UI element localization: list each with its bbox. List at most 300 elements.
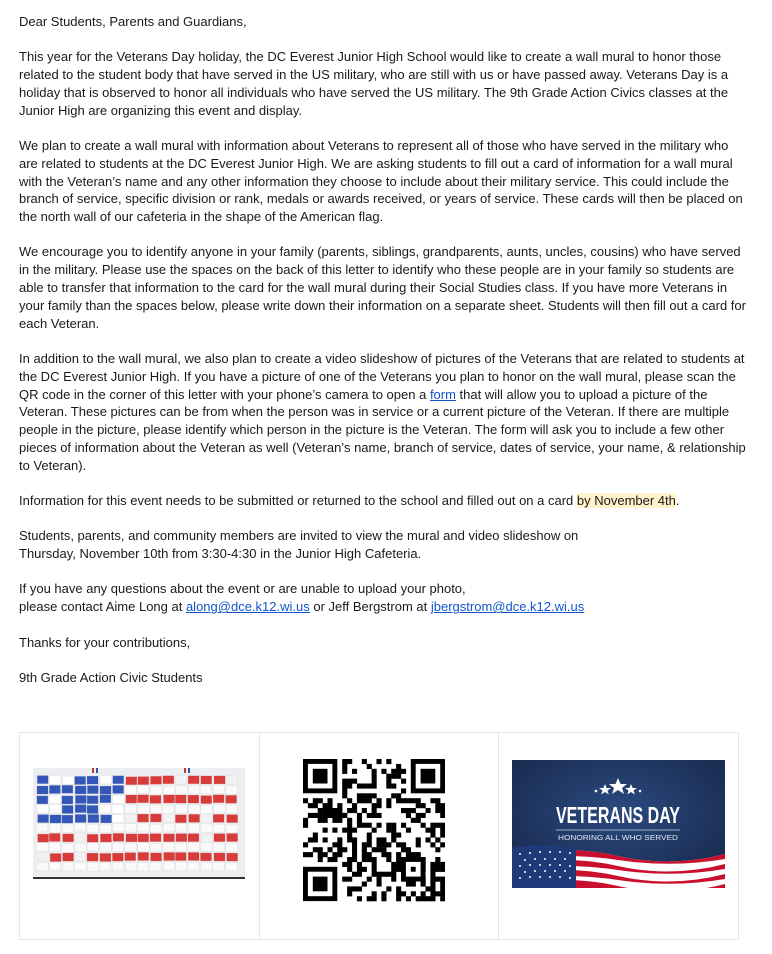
qr-module	[440, 842, 445, 847]
qr-module	[361, 852, 366, 857]
qr-module	[376, 759, 381, 764]
qr-module	[401, 788, 406, 793]
qr-module	[361, 808, 366, 813]
mural-card	[150, 862, 161, 870]
qr-module	[396, 769, 401, 774]
qr-module	[376, 798, 381, 803]
qr-module	[430, 798, 435, 803]
qr-module	[312, 833, 317, 838]
qr-module	[357, 784, 362, 789]
qr-module	[342, 788, 347, 793]
qr-module	[396, 793, 401, 798]
mural-card	[227, 853, 238, 861]
mural-card	[125, 843, 136, 851]
qr-module	[332, 808, 337, 813]
mural-card	[201, 776, 212, 784]
deadline-period: .	[675, 493, 680, 509]
qr-module	[435, 867, 440, 872]
qr-module	[415, 896, 420, 901]
qr-module	[406, 798, 411, 803]
paragraph-deadline	[19, 492, 747, 510]
qr-module	[366, 842, 371, 847]
mural-card	[75, 823, 86, 831]
qr-module	[337, 847, 342, 852]
mural-card	[88, 814, 99, 822]
qr-module	[386, 823, 391, 828]
qr-module	[332, 818, 337, 823]
mural-card	[113, 824, 124, 832]
qr-module	[303, 818, 308, 823]
qr-module	[435, 837, 440, 842]
qr-module	[396, 886, 401, 891]
qr-module	[440, 808, 445, 813]
banner-subtitle: HONORING ALL WHO SERVED	[558, 835, 679, 842]
qr-module	[406, 828, 411, 833]
mural-card	[37, 843, 48, 851]
qr-module	[366, 813, 371, 818]
mural-card	[201, 805, 212, 813]
qr-module	[352, 828, 357, 833]
qr-module	[366, 784, 371, 789]
qr-module	[317, 808, 322, 813]
mural-card	[87, 805, 98, 813]
mural-card	[126, 795, 137, 803]
qr-module	[312, 837, 317, 842]
qr-module	[430, 842, 435, 847]
mural-card	[112, 814, 123, 822]
qr-module	[435, 823, 440, 828]
qr-module	[420, 896, 425, 901]
qr-module	[440, 823, 445, 828]
mural-card	[226, 843, 237, 851]
qr-module	[357, 823, 362, 828]
mural-card	[214, 776, 225, 784]
qr-module	[332, 857, 337, 862]
mural-card	[100, 776, 111, 784]
qr-module	[337, 818, 342, 823]
qr-module	[440, 828, 445, 833]
qr-module	[371, 774, 376, 779]
paragraph-intro: This year for the Veterans Day holiday, the DC Everest Junior High School would like to create a wall mural to honor those related to the student body that have served in the US military, who are still with us or have passed away. Veterans Day is a holiday that is observed to honor all individuals who have served the US military. The 9th Grade Action Civics classes at the Junior High are organizing this event and display.	[19, 49, 729, 118]
qr-module	[430, 862, 435, 867]
mural-card	[137, 795, 148, 803]
qr-module	[396, 896, 401, 901]
mural-card	[75, 833, 86, 841]
mural-card	[63, 862, 74, 870]
qr-module	[312, 769, 327, 784]
qr-module	[420, 882, 425, 887]
mural-card	[113, 833, 124, 841]
mural-card	[150, 824, 161, 832]
mural-card	[87, 776, 98, 784]
qr-module	[420, 891, 425, 896]
qr-module	[357, 798, 362, 803]
qr-module	[347, 877, 352, 882]
mural-card	[50, 862, 61, 870]
qr-module	[347, 823, 352, 828]
qr-module	[317, 818, 322, 823]
qr-module	[322, 828, 327, 833]
mural-card	[137, 814, 148, 822]
qr-module	[440, 882, 445, 887]
qr-module	[303, 823, 308, 828]
mural-card	[138, 834, 149, 842]
qr-module	[322, 852, 327, 857]
mural-card	[100, 853, 111, 861]
mural-card	[226, 805, 237, 813]
mural-card	[87, 853, 98, 861]
qr-module	[347, 798, 352, 803]
qr-module	[406, 847, 411, 852]
qr-module	[312, 847, 317, 852]
qr-module	[386, 779, 391, 784]
qr-module	[327, 798, 332, 803]
qr-module	[396, 891, 401, 896]
mural-card	[137, 785, 148, 793]
qr-module	[347, 808, 352, 813]
qr-module	[401, 808, 406, 813]
mural-card	[213, 824, 224, 832]
qr-module	[371, 813, 376, 818]
qr-module	[376, 803, 381, 808]
qr-module	[347, 862, 352, 867]
flag-mural-photo	[33, 768, 245, 879]
qr-module	[303, 798, 308, 803]
qr-module	[410, 798, 415, 803]
qr-module	[347, 837, 352, 842]
qr-module	[440, 867, 445, 872]
mural-card	[49, 795, 60, 803]
contact-text-b: or Jeff Bergstrom at	[309, 599, 431, 615]
qr-module	[352, 886, 357, 891]
qr-module	[430, 896, 435, 901]
qr-module	[366, 837, 371, 842]
qr-module	[396, 857, 401, 862]
qr-module	[391, 823, 396, 828]
qr-module	[386, 759, 391, 764]
qr-module	[376, 877, 381, 882]
flag-mural-graphic	[33, 768, 245, 879]
mural-card	[62, 785, 73, 793]
qr-module	[406, 808, 411, 813]
qr-module	[352, 808, 357, 813]
qr-module	[332, 813, 337, 818]
mural-card	[100, 862, 111, 870]
mural-card	[188, 795, 199, 803]
qr-module	[381, 872, 386, 877]
qr-module	[347, 784, 352, 789]
qr-module	[322, 808, 327, 813]
mural-card	[75, 843, 86, 851]
qr-module	[401, 769, 406, 774]
mural-card	[188, 834, 199, 842]
mural-card	[37, 786, 48, 794]
mural-card	[164, 852, 175, 860]
mural-card	[37, 863, 48, 871]
qr-module	[327, 803, 332, 808]
qr-module	[371, 779, 376, 784]
qr-module	[357, 793, 362, 798]
paragraph-mural-plan: We plan to create a wall mural with information about Veterans to represent all of those who have served in the military who are related to students at the DC Everest Junior High. We are asking students to fill out a card of information for a wall mural with the Veteran’s name and any other information they choose to include about their military service. This could include the branch of service, specific division or rank, medals or awards received, or years of service. These cards will then be placed on the north wall of our cafeteria in the shape of the American flag.	[19, 137, 743, 225]
mural-card	[75, 862, 86, 870]
mural-card	[176, 862, 187, 870]
mural-card	[163, 814, 174, 822]
qr-module	[440, 877, 445, 882]
mural-card	[112, 853, 123, 861]
mural-card	[75, 805, 86, 813]
qr-module	[410, 882, 415, 887]
qr-module	[357, 896, 362, 901]
qr-module	[401, 891, 406, 896]
paragraph-contact	[19, 580, 747, 616]
qr-module	[357, 886, 362, 891]
mural-card	[176, 834, 187, 842]
qr-module	[415, 842, 420, 847]
qr-module	[361, 842, 366, 847]
slideshow-text-b: that will allow you to upload a picture of the Veteran. These pictures can be from when the person was in service or a current picture of the Veteran. If there are multiple people in the picture, please identify which person in the picture is the Veteran. The form will ask you to include a few other pieces of information about the Veteran as well (Veteran’s name, branch of service, dates of service, your name, & relationship to Veteran).	[19, 386, 746, 473]
qr-code-graphic	[303, 747, 445, 921]
qr-module	[396, 774, 401, 779]
qr-module	[337, 852, 342, 857]
qr-module	[376, 882, 381, 887]
qr-module	[391, 774, 396, 779]
qr-module	[396, 852, 401, 857]
mural-card	[213, 843, 224, 851]
qr-module	[347, 867, 352, 872]
mural-card	[37, 796, 48, 804]
mural-card	[214, 805, 225, 813]
deadline-date: by November 4th	[576, 493, 676, 509]
mural-card	[201, 834, 212, 842]
mural-card	[37, 776, 48, 784]
mural-card	[188, 824, 199, 832]
mural-card	[49, 785, 60, 793]
qr-module	[361, 882, 366, 887]
mural-card	[100, 795, 111, 803]
qr-module	[415, 837, 420, 842]
qr-module	[337, 803, 342, 808]
qr-module	[312, 798, 317, 803]
mural-card	[125, 805, 136, 813]
qr-module	[327, 847, 332, 852]
qr-module	[312, 813, 317, 818]
mural-card	[63, 853, 74, 861]
qr-module	[357, 818, 362, 823]
mural-card	[188, 852, 199, 860]
qr-module	[440, 803, 445, 808]
qr-module	[381, 852, 386, 857]
qr-module	[371, 891, 376, 896]
qr-module	[381, 769, 386, 774]
qr-module	[322, 837, 327, 842]
qr-module	[430, 877, 435, 882]
qr-module	[376, 837, 381, 842]
qr-module	[391, 828, 396, 833]
qr-module	[391, 862, 396, 867]
qr-module	[322, 818, 327, 823]
mural-card	[38, 834, 49, 842]
mural-card	[227, 833, 238, 841]
mural-card	[87, 834, 98, 842]
greeting: Dear Students, Parents and Guardians,	[19, 14, 247, 29]
mural-card	[87, 786, 98, 794]
mural-card	[37, 824, 48, 832]
mural-card	[138, 777, 149, 785]
qr-module	[332, 828, 337, 833]
mural-card	[38, 815, 49, 823]
mural-card	[176, 824, 187, 832]
qr-module	[420, 769, 435, 784]
qr-module	[430, 833, 435, 838]
qr-module	[352, 847, 357, 852]
qr-module	[396, 867, 401, 872]
qr-module	[347, 779, 352, 784]
qr-module	[396, 833, 401, 838]
qr-module	[352, 837, 357, 842]
qr-module	[435, 798, 440, 803]
mural-card	[113, 795, 124, 803]
mural-card	[87, 863, 98, 871]
qr-module	[410, 867, 415, 872]
email-link-jbergstrom[interactable]: jbergstrom@dce.k12.wi.us	[430, 599, 585, 615]
image-table	[19, 732, 739, 940]
qr-module	[347, 833, 352, 838]
mural-card	[226, 863, 237, 871]
qr-module	[430, 882, 435, 887]
form-link[interactable]: form	[429, 386, 456, 402]
qr-module	[342, 828, 347, 833]
qr-module	[401, 798, 406, 803]
qr-module	[342, 813, 347, 818]
veterans-day-banner-graphic	[512, 760, 725, 888]
mural-card	[125, 853, 136, 861]
mural-card	[163, 843, 174, 851]
mural-card	[49, 833, 60, 841]
qr-module	[357, 813, 362, 818]
qr-module	[361, 759, 366, 764]
mural-card	[150, 805, 161, 813]
qr-module	[308, 813, 313, 818]
mural-card	[100, 824, 111, 832]
mural-card	[226, 786, 237, 794]
qr-module	[435, 803, 440, 808]
mural-card	[188, 843, 199, 851]
qr-module	[371, 862, 376, 867]
qr-module	[410, 818, 415, 823]
qr-module	[361, 823, 366, 828]
mural-card	[213, 795, 224, 803]
qr-module	[361, 847, 366, 852]
mural-card	[101, 815, 112, 823]
qr-module	[381, 847, 386, 852]
mural-card	[188, 776, 199, 784]
email-link-along[interactable]: along@dce.k12.wi.us	[185, 599, 310, 615]
mural-card	[201, 862, 212, 870]
mural-card	[188, 862, 199, 870]
mural-card	[200, 785, 211, 793]
qr-module	[401, 842, 406, 847]
qr-module	[342, 769, 347, 774]
qr-module	[420, 813, 425, 818]
mural-card	[227, 825, 238, 833]
deadline-text: Information for this event needs to be submitted or returned to the school and filled out on a card	[19, 493, 577, 509]
invite-line-1: Students, parents, and community members are invited to view the mural and video slideshow on	[19, 528, 579, 544]
qr-module	[425, 828, 430, 833]
qr-module	[430, 872, 435, 877]
mural-card	[175, 852, 186, 860]
qr-module	[312, 803, 317, 808]
mural-card	[138, 852, 149, 860]
mural-card	[175, 843, 186, 851]
mural-card	[227, 815, 238, 823]
mural-card	[62, 824, 73, 832]
mural-card	[63, 776, 74, 784]
qr-module	[406, 852, 411, 857]
mural-card	[75, 814, 86, 822]
qr-module	[308, 837, 313, 842]
qr-module	[317, 798, 322, 803]
qr-module	[401, 847, 406, 852]
mural-card	[176, 805, 187, 813]
qr-module	[371, 808, 376, 813]
mural-card	[63, 834, 74, 842]
paragraph-family: We encourage you to identify anyone in your family (parents, siblings, grandparents, aunts, uncles, cousins) who have served in the military. Please use the spaces on the back of this letter to identify who these people are in your family so students are able to transfer that information to the card for the wall mural during their Social Studies class. If you have more Veterans in your family than the spaces below, please write down their information on a separate sheet. Students will then fill out a card for each Veteran.	[19, 244, 746, 331]
qr-module	[430, 828, 435, 833]
mural-card	[201, 796, 212, 804]
qr-module	[371, 828, 376, 833]
qr-module	[352, 803, 357, 808]
qr-module	[425, 808, 430, 813]
qr-module	[312, 877, 327, 892]
mural-card	[49, 843, 60, 851]
signature: 9th Grade Action Civic Students	[19, 669, 203, 685]
mural-card	[50, 853, 61, 861]
qr-module	[435, 808, 440, 813]
qr-module	[391, 837, 396, 842]
qr-module	[386, 803, 391, 808]
mural-card	[201, 824, 212, 832]
mural-card	[75, 776, 86, 784]
qr-module	[425, 886, 430, 891]
qr-module	[376, 872, 381, 877]
qr-module	[352, 857, 357, 862]
slideshow-text-a: In addition to the wall mural, we also plan to create a video slideshow of pictures of the Veterans that are related to students at the DC Everest Junior High. If you have a picture of one of the Veterans you plan to honor on the wall mural, please scan the QR code in the corner of this letter with your phone’s camera to open a	[19, 350, 745, 402]
image-cell-qr	[260, 733, 500, 939]
qr-module	[317, 813, 322, 818]
mural-card	[163, 795, 174, 803]
mural-card	[201, 814, 212, 822]
qr-code[interactable]	[303, 747, 445, 921]
qr-module	[391, 769, 396, 774]
qr-module	[396, 764, 401, 769]
qr-module	[371, 872, 376, 877]
mural-card	[137, 863, 148, 871]
qr-module	[361, 784, 366, 789]
qr-module	[322, 813, 327, 818]
qr-module	[352, 842, 357, 847]
mural-card	[62, 796, 73, 804]
qr-module	[332, 852, 337, 857]
mural-card	[50, 815, 61, 823]
qr-module	[371, 803, 376, 808]
qr-module	[440, 862, 445, 867]
qr-module	[386, 872, 391, 877]
mural-card	[125, 824, 136, 832]
mural-card	[213, 814, 224, 822]
mural-card	[151, 786, 162, 794]
qr-module	[366, 896, 371, 901]
qr-module	[327, 813, 332, 818]
